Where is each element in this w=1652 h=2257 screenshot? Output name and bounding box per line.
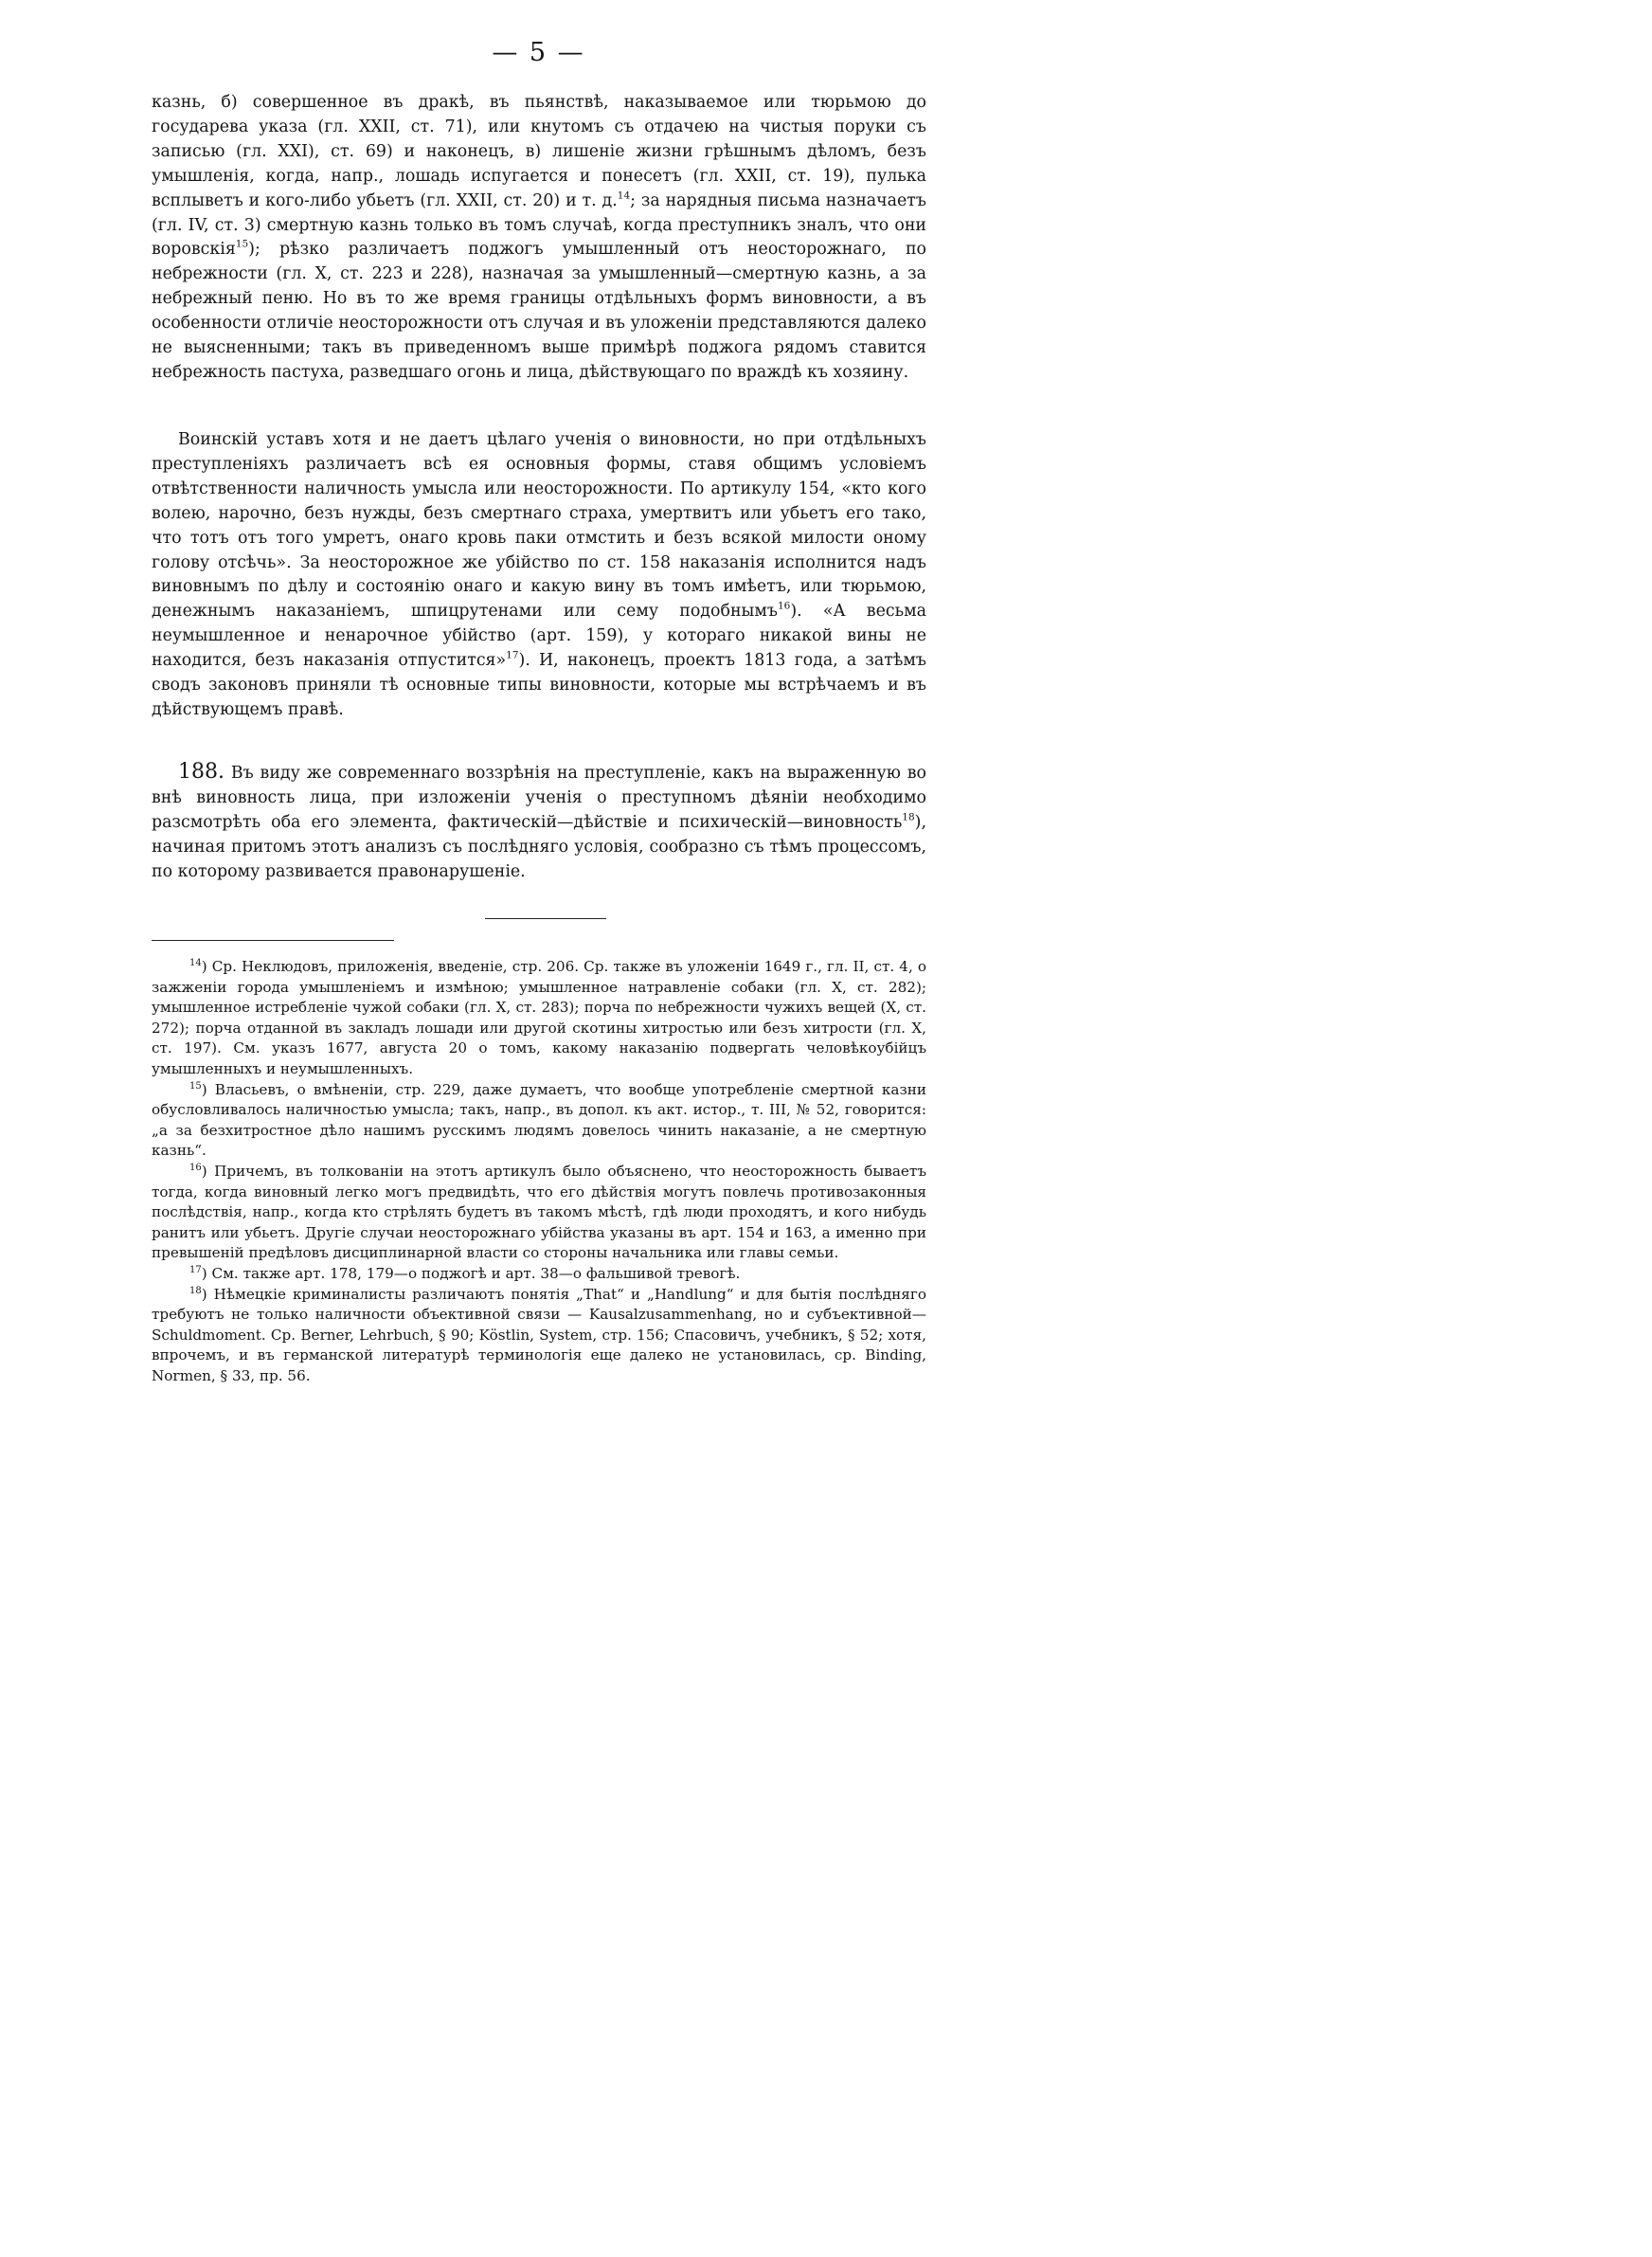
section-number: 188.	[178, 760, 224, 784]
paragraph-segment: ; за нарядныя письма назначаетъ (гл. IV, ст. 3) смертную казнь только въ томъ случаѣ, когда преступникъ зналъ, что они воровскія	[152, 190, 926, 260]
paragraph-text	[152, 428, 926, 723]
footnotes	[152, 957, 926, 1386]
section-paragraph	[152, 760, 926, 885]
footnote-text: ) Причемъ, въ толкованіи на этотъ артикулъ было объяснено, что неосторожность бываетъ тогда, когда виновный легко могъ предвидѣть, что его дѣйствія могутъ повлечь противозаконныя послѣдствія, напр., когда кто стрѣлять будетъ въ такомъ мѣстѣ, гдѣ люди проходятъ, и кого нибудь ранитъ или убьетъ. Другіе случаи неосторожнаго убійства указаны въ арт. 154 и 163, а именно при превышеній предѣловъ дисциплинарной власти со стороны начальника или главы семьи.	[152, 1162, 926, 1262]
body-paragraph	[152, 428, 926, 723]
footnote-14	[152, 957, 926, 1080]
footnote-text: ) См. также арт. 178, 179—о поджогѣ и арт. 38—о фальшивой тревогѣ.	[201, 1264, 741, 1282]
footnote-text: ) Власьевъ, о вмѣненіи, стр. 229, даже думаетъ, что вообще употребленіе смертной казни обусловливалось наличностью умысла; такъ, напр., въ допол. къ акт. истор., т. III, № 52, говорится: „а за безхитростное дѣло нашимъ русскимъ людямъ довелось чинить наказаніе, а не смертную казнь“.	[152, 1080, 926, 1160]
footnote-text: ) Нѣмецкіе криминалисты различаютъ понятія „That“ и „Handlung“ и для бытія послѣдняго требуютъ не только наличности объективной связи — Kausalzusammenhang, но и субъективной—Schuldmoment. Ср. Berner, Lehrbuch, § 90; Köstlin, System, стр. 156; Спасовичъ, учебникъ, § 52; хотя, впрочемъ, и въ германской литературѣ терминологія еще далеко не установилась, ср. Binding, Normen, § 33, пр. 56.	[152, 1285, 926, 1384]
footnote-ref-15[interactable]: 15	[235, 239, 249, 251]
footnote-number: 15	[189, 1080, 202, 1092]
footnote-ref-18[interactable]: 18	[902, 811, 915, 823]
footnote-ref-14[interactable]: 14	[617, 190, 631, 202]
paragraph-segment: ). И, наконецъ, проектъ 1813 года, а затѣмъ сводъ законовъ приняли тѣ основные типы виновности, которые мы встрѣчаемъ и въ дѣйствующемъ правѣ.	[152, 651, 926, 719]
footnote-separator	[152, 940, 394, 941]
footnote-ref-17[interactable]: 17	[506, 649, 519, 661]
section-divider	[485, 918, 606, 919]
footnote-17	[152, 1264, 926, 1285]
paragraph-segment: ), начиная притомъ этотъ анализъ съ послѣдняго условія, сообразно съ тѣмъ процессомъ, по которому развивается правонарушеніе.	[152, 812, 926, 881]
footnote-number: 18	[189, 1285, 202, 1296]
paragraph-text	[152, 91, 926, 386]
paragraph-segment: Воинскій уставъ хотя и не даетъ цѣлаго ученія о виновности, но при отдѣльныхъ преступленіяхъ различаетъ всѣ ея основныя формы, ставя общимъ условіемъ отвѣтственности наличность умысла или неосторожности. По артикулу 154, «кто кого волею, нарочно, безъ нужды, безъ смертнаго страха, умертвитъ или убьетъ его тако, что тотъ отъ того умретъ, онаго кровь паки отмстить и безъ всякой милости оному голову отсѣчь». За неосторожное же убійство по ст. 158 наказанія исполнится надъ виновнымъ по дѣлу и состоянію онаго и какую вину въ томъ имѣетъ, или тюрьмою, денежнымъ наказаніемъ, шпицрутенами или сему подобнымъ	[152, 430, 926, 622]
footnote-18	[152, 1285, 926, 1387]
footnote-number: 14	[189, 958, 202, 968]
footnote-number: 17	[189, 1264, 202, 1275]
paragraph-segment: Въ виду же современнаго воззрѣнія на преступленіе, какъ на выраженную во внѣ виновность лица, при изложеніи ученія о преступномъ дѣяніи необходимо разсмотрѣть оба его элемента, фактическій—дѣйствіе и психическій—виновность	[152, 764, 927, 832]
document-page	[0, 0, 1077, 1486]
body-paragraph-continued	[152, 91, 926, 386]
paragraph-segment: ); рѣзко различаетъ поджогъ умышленный отъ неосторожнаго, по небрежности (гл. X, ст. 223 и 228), назначая за умышленный—смертную казнь, а за небрежный пеню. Но въ то же время границы отдѣльныхъ формъ виновности, а въ особенности отличіе неосторожности отъ случая и въ уложеніи представляются далеко не выясненными; такъ въ приведенномъ выше примѣрѣ поджога рядомъ ставится небрежность пастуха, разведшаго огонь и лица, дѣйствующаго по враждѣ къ хозяину.	[152, 240, 926, 382]
paragraph-segment: ). «А весьма неумышленное и ненарочное убійство (арт. 159), у котораго никакой вины не находится, безъ наказанія отпустится»	[152, 602, 926, 671]
footnote-15	[152, 1080, 926, 1162]
footnote-text: ) Ср. Неклюдовъ, приложенія, введеніе, стр. 206. Ср. также въ уложеніи 1649 г., гл. II, ст. 4, о зажженіи города умышленіемъ и измѣною; умышленное натравленіе собаки (гл. X, ст. 282); умышленное истребленіе чужой собаки (гл. X, ст. 283); порча по небрежности чужихъ вещей (X, ст. 272); порча отданной въ закладъ лошади или другой скотины хитростью или безъ хитрости (гл. X, ст. 197). См. указъ 1677, августа 20 о томъ, какому наказанію подвергать человѣкоубійцъ умышленныхъ и неумышленныхъ.	[152, 958, 926, 1077]
footnote-16	[152, 1162, 926, 1264]
paragraph-text	[152, 760, 926, 885]
footnote-number: 16	[189, 1162, 202, 1173]
paragraph-segment: казнь, б) совершенное въ дракѣ, въ пьянствѣ, наказываемое или тюрьмою до государева указа (гл. XXII, ст. 71), или кнутомъ съ отдачею на чистыя поруки съ записью (гл. XXI), ст. 69) и наконецъ, в) лишеніе жизни грѣшнымъ дѣломъ, безъ умышленія, когда, напр., лошадь испугается и понесетъ (гл. XXII, ст. 19), пулька всплыветъ и кого-либо убьетъ (гл. XXII, ст. 20) и т. д.	[152, 93, 926, 210]
page-number: — 5 —	[492, 38, 585, 67]
footnote-ref-16[interactable]: 16	[777, 601, 791, 612]
